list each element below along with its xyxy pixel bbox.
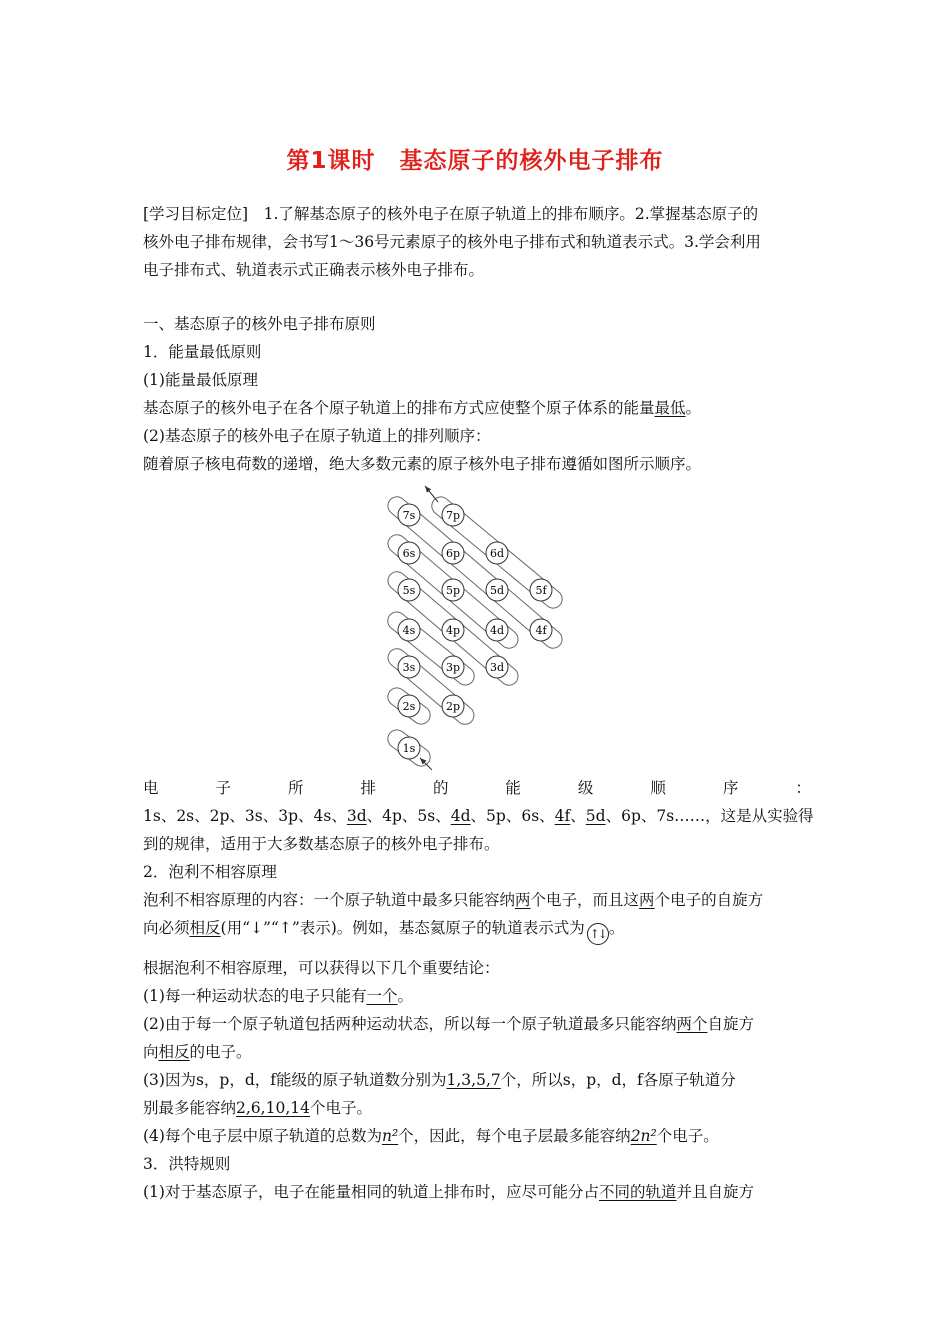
char: ： [795, 779, 811, 797]
answer-blank: 1,3,5,7 [446, 1071, 501, 1089]
orbital-label-2s: 2s [402, 700, 416, 713]
text: (3)因为s，p，d，f能级的原子轨道数分别为 [143, 1071, 447, 1089]
text: 个，所以s，p，d，f各原子轨道分 [500, 1071, 736, 1089]
orbital-label-6p: 6p [445, 547, 461, 560]
orbital-label-3s: 3s [402, 661, 416, 674]
text: 个电子的自旋方 [654, 891, 764, 909]
text: 并且自旋方 [676, 1183, 754, 1201]
subsection-1-1: (1)能量最低原理 [143, 371, 258, 389]
text: 自旋方 [707, 1015, 754, 1033]
text: 1s、2s、2p、3s、3p、4s、 [143, 807, 347, 825]
text: 、 [570, 807, 586, 825]
text: 别最多能容纳 [143, 1099, 237, 1117]
paragraph-order: 随着原子核电荷数的递增，绝大多数元素的原子核外电子排布遵循如图所示顺序。 [143, 455, 702, 473]
orbital-label-4f: 4f [535, 624, 547, 637]
pauli-content-1 [143, 890, 811, 910]
answer-blank: 2n² [630, 1127, 657, 1145]
text: 向必须 [143, 919, 190, 937]
text: 基态原子的核外电子在各个原子轨道上的排布方式应使整个原子体系的能量 [143, 399, 655, 417]
char: 子 [215, 779, 231, 797]
orbital-label-4d: 4d [489, 624, 505, 637]
text: 的电子。 [189, 1043, 252, 1061]
char: 所 [287, 779, 304, 797]
conclusion-4 [143, 1126, 811, 1146]
subsection-heading-1: 1．能量最低原则 [143, 343, 262, 361]
text: (用“↓”“↑”表示)。例如，基态氦原子的轨道表示式为 [220, 919, 585, 937]
text: (1)每一种运动状态的电子只能有 [143, 987, 367, 1005]
text: 个电子。 [309, 1099, 372, 1117]
char: 序 [722, 779, 739, 797]
char: 的 [432, 779, 449, 797]
section-heading: 一、基态原子的核外电子排布原则 [143, 315, 376, 333]
char: 排 [360, 779, 376, 797]
helium-orbital-diagram-icon: ↑↓ [587, 923, 609, 945]
answer-blank: 两 [639, 891, 655, 909]
answer-blank: 4f [554, 807, 571, 825]
text: 、6p、7s……，这是从实验得 [605, 807, 814, 825]
answer-blank: 不同的轨道 [598, 1183, 677, 1201]
text: 个，因此，每个电子层最多能容纳 [398, 1127, 631, 1145]
pauli-content-2 [143, 918, 811, 945]
answer-blank: 相反 [158, 1043, 190, 1061]
orbital-label-6s: 6s [402, 547, 416, 560]
orbital-label-5f: 5f [535, 584, 547, 597]
text: 。 [397, 987, 413, 1005]
order-heading [143, 778, 811, 798]
orbital-label-5d: 5d [489, 584, 505, 597]
orbital-label-4p: 4p [445, 624, 461, 637]
char: 级 [577, 779, 594, 797]
text: 。 [608, 919, 625, 937]
page-title: 第1课时 基态原子的核外电子排布 [286, 148, 664, 174]
orbital-label-7s: 7s [402, 509, 416, 522]
text: 、5p、6s、 [470, 807, 555, 825]
orbital-order-diagram [370, 480, 580, 770]
orbital-label-4s: 4s [402, 624, 416, 637]
answer-blank: 5d [585, 807, 606, 825]
answer-blank: 3d [346, 807, 367, 825]
orbital-label-7p: 7p [445, 509, 461, 522]
learning-goals-line-3: 电子排布式、轨道表示式正确表示核外电子排布。 [143, 261, 485, 279]
answer-blank: 两 [515, 891, 531, 909]
text: 向 [143, 1043, 159, 1061]
answer-blank: 两个 [676, 1015, 708, 1033]
text: 个电子，而且这 [530, 891, 640, 909]
char: 顺 [650, 779, 666, 797]
text: 、4p、5s、 [366, 807, 451, 825]
orbital-label-5s: 5s [402, 584, 416, 597]
text: (4)每个电子层中原子轨道的总数为 [143, 1127, 382, 1145]
answer-blank: 最低 [654, 399, 686, 417]
conclusion-2-cont [143, 1042, 811, 1062]
conclusion-intro: 根据泡利不相容原理，可以获得以下几个重要结论： [143, 959, 500, 977]
conclusion-3 [143, 1070, 811, 1090]
text: 。 [685, 399, 702, 417]
subsection-1-2: (2)基态原子的核外电子在原子轨道上的排列顺序： [143, 427, 491, 445]
text: (1)对于基态原子，电子在能量相同的轨道上排布时，应尽可能分占 [143, 1183, 599, 1201]
subsection-heading-2: 2．泡利不相容原理 [143, 863, 277, 881]
conclusion-3-cont [143, 1098, 811, 1118]
subsection-heading-3: 3．洪特规则 [143, 1155, 231, 1173]
answer-blank: 一个 [366, 987, 398, 1005]
paragraph-energy [143, 398, 811, 418]
text: 个电子。 [656, 1127, 719, 1145]
text: (2)由于每一个原子轨道包括两种运动状态，所以每一个原子轨道最多只能容纳 [143, 1015, 677, 1033]
orbital-label-1s: 1s [402, 742, 416, 755]
char: 能 [505, 779, 521, 797]
order-note: 到的规律，适用于大多数基态原子的核外电子排布。 [143, 835, 500, 853]
orbital-label-2p: 2p [445, 700, 461, 713]
orbital-label-3d: 3d [489, 661, 505, 674]
text: 泡利不相容原理的内容：一个原子轨道中最多只能容纳 [143, 891, 516, 909]
answer-blank: 2,6,10,14 [236, 1099, 310, 1117]
learning-goals-line-1: [学习目标定位] 1.了解基态原子的核外电子在原子轨道上的排布顺序。2.掌握基态原子的 [143, 205, 759, 223]
answer-blank: 相反 [189, 919, 221, 937]
order-sequence [143, 806, 814, 826]
orbital-label-3p: 3p [445, 661, 461, 674]
char: 电 [143, 779, 159, 797]
conclusion-1 [143, 986, 811, 1006]
orbital-order-svg [370, 480, 580, 770]
answer-blank: n² [381, 1127, 399, 1145]
hund-rule-1 [143, 1182, 811, 1202]
learning-goals-line-2: 核外电子排布规律，会书写1～36号元素原子的核外电子排布式和轨道表示式。3.学会利用 [143, 233, 761, 251]
orbital-label-6d: 6d [489, 547, 505, 560]
orbital-label-5p: 5p [445, 584, 461, 597]
conclusion-2 [143, 1014, 811, 1034]
answer-blank: 4d [450, 807, 471, 825]
